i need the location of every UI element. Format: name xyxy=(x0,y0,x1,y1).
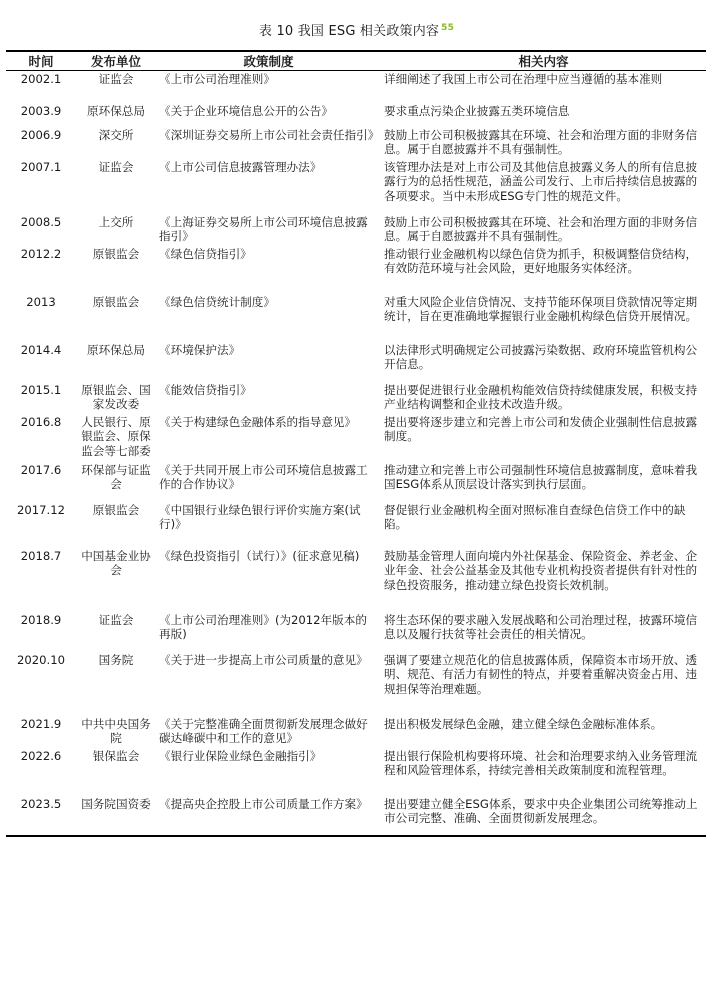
table-row xyxy=(6,159,706,214)
caption-title: 表 10 我国 ESG 相关政策内容 xyxy=(258,24,440,39)
cell-content: 推动建立和完善上市公司强制性环境信息披露制度，意味着我国ESG体系从顶层设计落实到执行层面。 xyxy=(384,462,698,491)
cell-content: 详细阐述了我国上市公司在治理中应当遵循的基本准则 xyxy=(384,72,663,86)
cell-policy: 《深圳证券交易所上市公司社会责任指引》 xyxy=(159,127,380,142)
cell-time: 2012.2 xyxy=(20,246,62,261)
cell-policy: 《关于进一步提高上市公司质量的意见》 xyxy=(159,652,368,667)
table-row xyxy=(6,462,706,502)
cell-time: 2008.5 xyxy=(20,214,62,229)
table-row xyxy=(6,127,706,159)
table-caption xyxy=(0,0,713,42)
cell-unit: 银保监会 xyxy=(92,748,140,763)
cell-unit: 原银监会 xyxy=(92,502,140,517)
table-header xyxy=(6,51,706,71)
cell-unit: 原环保总局 xyxy=(87,103,145,118)
cell-content: 提出要促进银行业金融机构能效信贷持续健康发展，积极支持产业结构调整和企业技术改造升级。 xyxy=(384,382,698,411)
cell-content: 该管理办法是对上市公司及其他信息披露义务人的所有信息披露行为的总括性规范，涵盖公司发行、上市后持续信息披露的各项要求。当中未形成ESG专门性的规范文件。 xyxy=(384,159,698,203)
cell-content: 督促银行业金融机构全面对照标准自查绿色信贷工作中的缺陷。 xyxy=(384,502,686,531)
cell-unit: 人民银行、原银监会、原保监会等七部委 xyxy=(81,414,151,458)
table-body xyxy=(6,71,706,836)
cell-content: 对重大风险企业信贷情况、支持节能环保项目贷款情况等定期统计，旨在更准确地掌握银行业金融机构绿色信贷开展情况。 xyxy=(384,294,698,323)
cell-time: 2021.9 xyxy=(20,716,62,731)
cell-content: 提出积极发展绿色金融，建立健全绿色金融标准体系。 xyxy=(384,716,663,731)
cell-content: 强调了要建立规范化的信息披露体质，保障资本市场开放、透明、规范、有活力有韧性的特点，并要着重解决资金占用、违规担保等治理难题。 xyxy=(384,652,698,696)
cell-unit: 中共中央国务院 xyxy=(81,716,151,745)
cell-policy: 《绿色信贷指引》 xyxy=(159,246,252,261)
cell-policy: 《关于企业环境信息公开的公告》 xyxy=(159,103,333,118)
cell-unit: 国务院 xyxy=(98,652,134,667)
table-row xyxy=(6,612,706,652)
cell-time: 2015.1 xyxy=(20,382,62,397)
cell-time: 2014.4 xyxy=(20,342,62,357)
table-row xyxy=(6,246,706,294)
cell-unit: 证监会 xyxy=(98,72,134,86)
cell-content: 提出要建立健全ESG体系，要求中央企业集团公司统筹推动上市公司完整、准确、全面贯彻新发展理念。 xyxy=(384,796,698,825)
cell-policy: 《关于构建绿色金融体系的指导意见》 xyxy=(159,414,357,429)
cell-unit: 中国基金业协会 xyxy=(81,548,151,577)
header-time: 时间 xyxy=(28,54,54,69)
cell-unit: 原银监会 xyxy=(92,294,140,309)
cell-policy: 《上市公司治理准则》 xyxy=(159,72,275,86)
table-row xyxy=(6,548,706,612)
table-row xyxy=(6,382,706,414)
header-policy: 政策制度 xyxy=(243,54,294,69)
header-unit: 发布单位 xyxy=(90,54,141,69)
header-content: 相关内容 xyxy=(518,54,569,69)
cell-time: 2022.6 xyxy=(20,748,62,763)
cell-policy: 《关于完整准确全面贯彻新发展理念做好碳达峰碳中和工作的意见》 xyxy=(159,716,368,745)
cell-time: 2020.10 xyxy=(17,652,65,667)
cell-content: 提出要将逐步建立和完善上市公司和发债企业强制性信息披露制度。 xyxy=(384,414,698,443)
footnote-ref: 55 xyxy=(441,22,455,33)
table-row xyxy=(6,748,706,796)
table-row xyxy=(6,414,706,462)
cell-time: 2018.9 xyxy=(20,612,62,627)
table-row xyxy=(6,502,706,548)
cell-unit: 证监会 xyxy=(98,612,134,627)
cell-policy: 《绿色投资指引（试行）》(征求意见稿) xyxy=(159,548,360,563)
cell-time: 2016.8 xyxy=(20,414,62,429)
cell-policy: 《银行业保险业绿色金融指引》 xyxy=(159,748,322,763)
cell-policy: 《关于共同开展上市公司环境信息披露工作的合作协议》 xyxy=(159,462,368,491)
cell-time: 2002.1 xyxy=(20,72,62,86)
table-row xyxy=(6,214,706,246)
cell-unit: 原环保总局 xyxy=(87,342,145,357)
cell-content: 要求重点污染企业披露五类环境信息 xyxy=(384,103,570,118)
table-row xyxy=(6,716,706,748)
table-row xyxy=(6,71,706,103)
cell-time: 2007.1 xyxy=(20,159,62,174)
table-row xyxy=(6,103,706,127)
policy-table xyxy=(6,50,706,837)
cell-unit: 环保部与证监会 xyxy=(81,462,151,491)
cell-unit: 国务院国资委 xyxy=(81,796,151,811)
table-row xyxy=(6,342,706,382)
cell-content: 提出银行保险机构要将环境、社会和治理要求纳入业务管理流程和风险管理体系，持续完善相关政策制度和流程管理。 xyxy=(384,748,698,777)
cell-policy: 《上海证券交易所上市公司环境信息披露指引》 xyxy=(159,214,368,243)
cell-time: 2013 xyxy=(26,294,56,309)
cell-time: 2017.12 xyxy=(17,502,65,517)
table-row xyxy=(6,294,706,342)
cell-content: 鼓励上市公司积极披露其在环境、社会和治理方面的非财务信息。属于自愿披露并不具有强制性。 xyxy=(384,127,698,156)
cell-unit: 深交所 xyxy=(98,127,134,142)
table-row xyxy=(6,796,706,836)
cell-policy: 《环境保护法》 xyxy=(159,342,241,357)
cell-policy: 《中国银行业绿色银行评价实施方案(试行)》 xyxy=(159,502,361,531)
cell-unit: 原银监会 xyxy=(92,246,140,261)
cell-time: 2017.6 xyxy=(20,462,62,477)
cell-content: 鼓励基金管理人面向境内外社保基金、保险资金、养老金、企业年金、社会公益基金及其他专业机构投资者提供有针对性的绿色投资服务，推动建立绿色投资长效机制。 xyxy=(384,548,698,592)
cell-policy: 《绿色信贷统计制度》 xyxy=(159,294,275,309)
cell-time: 2018.7 xyxy=(20,548,62,563)
cell-content: 鼓励上市公司积极披露其在环境、社会和治理方面的非财务信息。属于自愿披露并不具有强制性。 xyxy=(384,214,698,243)
cell-unit: 原银监会、国家发改委 xyxy=(81,382,151,411)
cell-content: 以法律形式明确规定公司披露污染数据、政府环境监管机构公开信息。 xyxy=(384,342,698,371)
cell-unit: 上交所 xyxy=(98,214,134,229)
cell-unit: 证监会 xyxy=(98,159,134,174)
cell-policy: 《能效信贷指引》 xyxy=(159,382,252,397)
cell-content: 推动银行业金融机构以绿色信贷为抓手，积极调整信贷结构，有效防范环境与社会风险，更好地服务实体经济。 xyxy=(384,246,698,275)
cell-time: 2003.9 xyxy=(20,103,62,118)
cell-time: 2023.5 xyxy=(20,796,62,811)
cell-content: 将生态环保的要求融入发展战略和公司治理过程，披露环境信息以及履行扶贫等社会责任的相关情况。 xyxy=(384,612,698,641)
cell-policy: 《提高央企控股上市公司质量工作方案》 xyxy=(159,796,368,811)
table-row xyxy=(6,652,706,716)
cell-policy: 《上市公司信息披露管理办法》 xyxy=(159,159,322,174)
cell-time: 2006.9 xyxy=(20,127,62,142)
cell-policy: 《上市公司治理准则》(为2012年版本的再版) xyxy=(159,612,367,641)
